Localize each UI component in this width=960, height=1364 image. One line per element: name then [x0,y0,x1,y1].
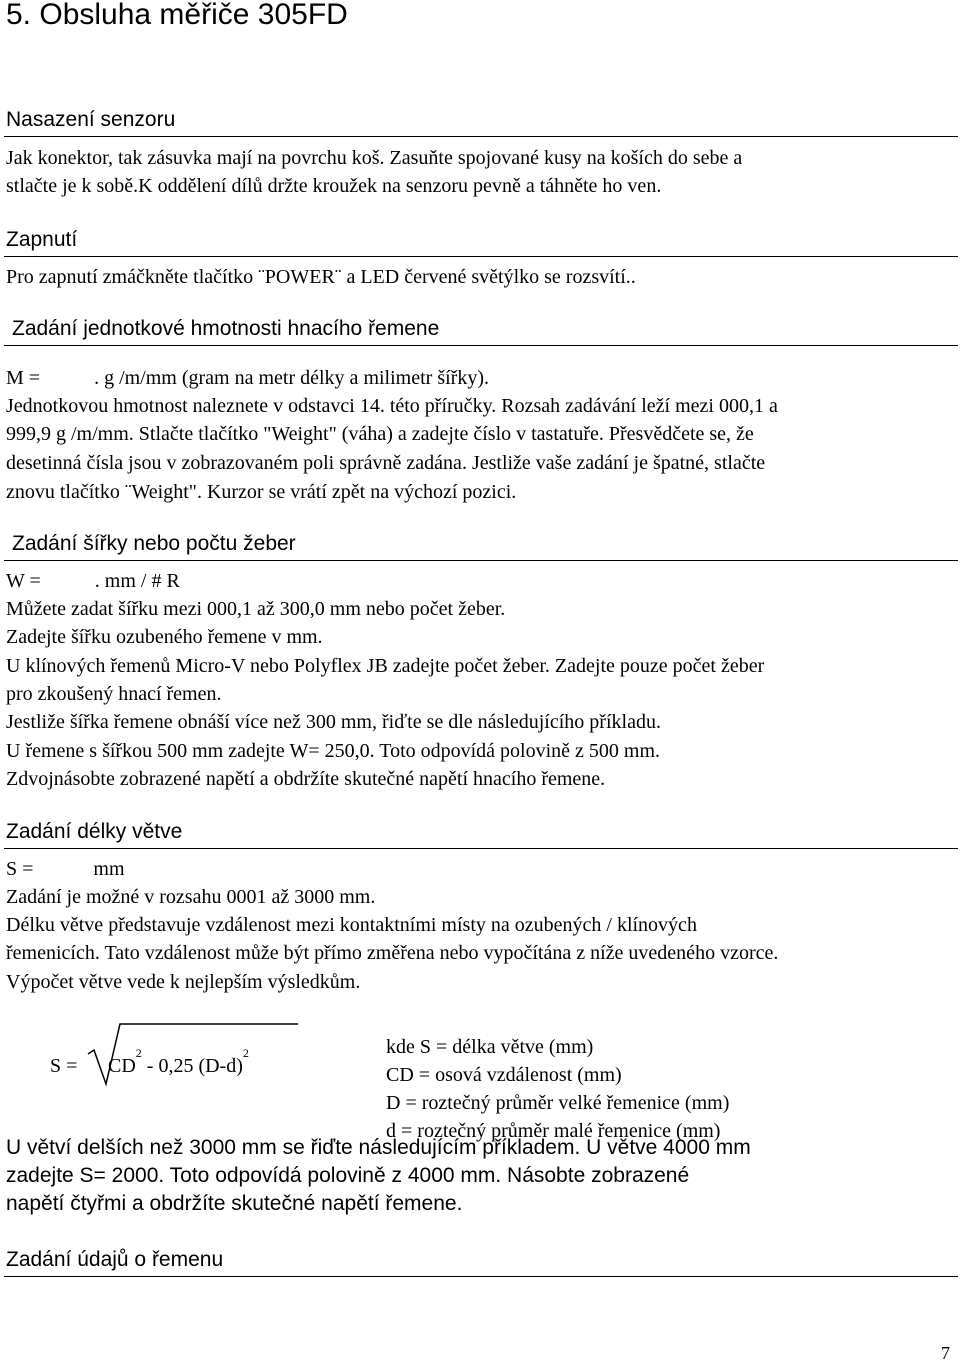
section-rule [4,136,958,137]
equation-exponent: 2 [135,1046,142,1060]
width-formula-unit: . mm / # R [94,570,180,592]
text-line: U řemene s šířkou 500 mm zadejte W= 250,0. Toto odpovídá polovině z 500 mm. [6,740,661,762]
text-line: 999,9 g /m/mm. Stlačte tlačítko "Weight" (váha) a zadejte číslo v tastatuře. Přesvědčete se, že [6,423,754,445]
text-line: Jak konektor, tak zásuvka mají na povrchu koš. Zasuňte spojované kusy na koších do sebe a [6,147,743,169]
legend-line: d = roztečný průměr malé řemenice (mm) [386,1120,721,1142]
span-formula [6,858,125,881]
width-formula-label: W = [6,570,41,592]
note-line: U větví delších než 3000 mm se řiďte následujícím příkladem. U větve 4000 mm [6,1136,751,1159]
legend-line: D = roztečný průměr velké řemenice (mm) [386,1092,730,1114]
text-line: Jestliže šířka řemene obnáší více než 300 mm, řiďte se dle následujícího příkladu. [6,711,661,733]
mass-formula [6,367,489,390]
text-line: řemenicích. Tato vzdálenost může být přímo změřena nebo vypočítána z níže uvedeného vzorce. [6,942,779,964]
span-formula-unit: mm [93,858,125,880]
text-line: U klínových řemenů Micro-V nebo Polyflex JB zadejte počet žeber. Zadejte pouze počet žeber [6,655,765,677]
section-heading-power: Zapnutí [6,228,78,251]
text-line: Zadání je možné v rozsahu 0001 až 3000 mm. [6,886,376,908]
equation-rest: - 0,25 (D-d) [141,1055,243,1077]
page-title: 5. Obsluha měřiče 305FD [6,0,348,31]
mass-formula-label: M = [6,367,41,389]
section-rule [4,560,958,561]
equation-radicand [108,1046,249,1078]
equation-exponent: 2 [242,1046,249,1060]
mass-formula-unit: . g /m/mm (gram na metr délky a milimetr šířky). [94,367,489,389]
text-line: desetinná čísla jsou v zobrazovaném poli správně zadána. Jestliže vaše zadání je špatné, stlačte [6,452,766,474]
width-formula [6,570,180,593]
note-line: napětí čtyřmi a obdržíte skutečné napětí řemene. [6,1192,463,1215]
section-rule [4,256,958,257]
section-rule [4,345,958,346]
text-line: Výpočet větve vede k nejlepším výsledkům. [6,971,361,993]
text-line: Délku větve představuje vzdálenost mezi kontaktními místy na ozubených / klínových [6,914,697,936]
text-line: pro zkoušený hnací řemen. [6,683,222,705]
section-heading-belt: Zadání údajů o řemenu [6,1248,224,1271]
section-heading-sensor: Nasazení senzoru [6,108,176,131]
span-formula-label: S = [6,858,34,880]
page-number: 7 [941,1343,950,1363]
text-line: Můžete zadat šířku mezi 000,1 až 300,0 mm nebo počet žeber. [6,598,506,620]
text-line: stlačte je k sobě.K oddělení dílů držte kroužek na senzoru pevně a táhněte ho ven. [6,175,662,197]
text-line: znovu tlačítko ¨Weight". Kurzor se vrátí zpět na výchozí pozici. [6,481,517,503]
legend-line: CD = osová vzdálenost (mm) [386,1064,622,1086]
section-heading-width: Zadání šířky nebo počtu žeber [12,532,296,555]
equation-cd: CD [108,1055,136,1077]
section-heading-mass: Zadání jednotkové hmotnosti hnacího řemene [12,317,440,340]
text-line: Jednotkovou hmotnost naleznete v odstavci 14. této příručky. Rozsah zadávání leží mezi 000,1 a [6,395,778,417]
section-rule [4,1276,958,1277]
section-rule [4,848,958,849]
note-line: zadejte S= 2000. Toto odpovídá polovině z 4000 mm. Násobte zobrazené [6,1164,690,1187]
text-line: Zdvojnásobte zobrazené napětí a obdržíte skutečné napětí hnacího řemene. [6,768,606,790]
text-line: Pro zapnutí zmáčkněte tlačítko ¨POWER¨ a LED červené světýlko se rozsvítí.. [6,266,636,288]
legend-line: kde S = délka větve (mm) [386,1036,594,1058]
section-heading-span: Zadání délky větve [6,820,183,843]
text-line: Zadejte šířku ozubeného řemene v mm. [6,626,323,648]
equation-lhs: S = [50,1055,78,1077]
